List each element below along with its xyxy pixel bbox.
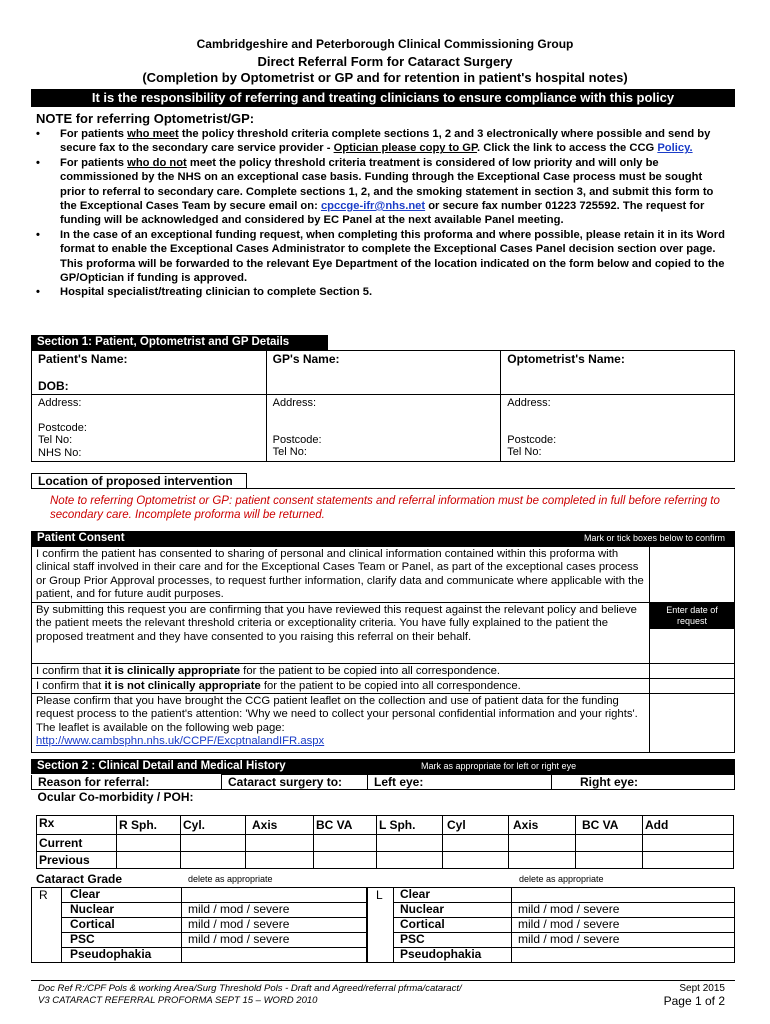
- request-date-field[interactable]: Enter date of request: [650, 603, 734, 663]
- grade-r-psc[interactable]: mild / mod / severe: [182, 933, 367, 948]
- consent-row-sharing: I confirm the patient has consented to sharing of personal and clinical information contained within this proforma with clinical staff involved in their care and for the Exceptional Cases Team or Panel, as part of the exceptional cases process or Group Prior Approval processes, to request further information, clarify data and communicate where applicable with the patient, and for future audit purposes.: [32, 547, 734, 603]
- gp-address-field[interactable]: Address: Postcode: Tel No:: [266, 395, 501, 462]
- rx-header-r-cyl: Cyl.: [181, 816, 246, 835]
- patient-name-field[interactable]: Patient's Name: DOB:: [32, 351, 267, 395]
- rx-cell[interactable]: [181, 852, 246, 869]
- bullet-icon: •: [36, 128, 40, 140]
- rx-cell[interactable]: [181, 835, 246, 852]
- grade-r-pseudophakia[interactable]: [182, 948, 367, 963]
- footer-doc-ref: Doc Ref R:/CPF Pols & working Area/Surg Threshold Pols - Draft and Agreed/referral pfrma/cataract/ V3 CATARACT REFERRAL PROFORMA SEPT 15 – WORD 2010: [38, 983, 462, 1006]
- rx-header-l-cyl: Cyl: [443, 816, 509, 835]
- form-subtitle: (Completion by Optometrist or GP and for retention in patient's hospital notes): [142, 70, 628, 85]
- bullet-icon: •: [36, 286, 40, 299]
- grade-r-clear[interactable]: [182, 888, 367, 903]
- grade-table-right: R Clear Nuclear mild / mod / severe Cortical mild / mod / severe PSC mild / mod / severe Pseudophakia: [31, 887, 367, 963]
- policy-link[interactable]: Policy.: [657, 142, 693, 155]
- grade-l-psc[interactable]: mild / mod / severe: [512, 933, 735, 948]
- section2-title-bar: Section 2 : Clinical Detail and Medical History Mark as appropriate for left or right eye: [31, 759, 735, 774]
- rx-cell[interactable]: [117, 852, 181, 869]
- rx-row-previous: Previous: [37, 852, 734, 869]
- cataract-grade-title: Cataract Grade: [36, 872, 123, 886]
- rx-row-current: Current: [37, 835, 734, 852]
- left-eye-label: L: [368, 888, 394, 963]
- grade-r-nuclear[interactable]: mild / mod / severe: [182, 903, 367, 918]
- rx-table: [36, 815, 734, 869]
- rx-cell[interactable]: [314, 835, 377, 852]
- dob-label: DOB:: [38, 379, 69, 393]
- rx-cell[interactable]: [509, 852, 576, 869]
- appropriate-checkbox[interactable]: [650, 664, 734, 678]
- rx-header-l-sph: L Sph.: [377, 816, 443, 835]
- leaflet-checkbox[interactable]: [650, 694, 734, 752]
- form-title: Direct Referral Form for Cataract Surgery: [257, 54, 513, 69]
- rx-cell[interactable]: [377, 852, 443, 869]
- responsibility-banner: It is the responsibility of referring and treating clinicians to ensure compliance with this policy: [31, 89, 735, 107]
- left-eye-field[interactable]: Left eye:: [368, 775, 552, 790]
- rx-header-l-axis: Axis: [509, 816, 576, 835]
- rx-cell[interactable]: [246, 852, 314, 869]
- intervention-location-label: Location of proposed intervention: [31, 473, 247, 489]
- rx-cell[interactable]: [314, 852, 377, 869]
- bullet-icon: •: [36, 228, 40, 241]
- ocular-comorbidity-field[interactable]: Ocular Co-morbidity / POH:: [32, 790, 735, 806]
- rx-header-r-sph: R Sph.: [117, 816, 181, 835]
- right-eye-field[interactable]: Right eye:: [552, 775, 735, 790]
- grade-hint-right: delete as appropriate: [188, 874, 273, 884]
- consent-row-review: By submitting this request you are confirming that you have reviewed this request against the relevant policy and believe the patient meets the relevant threshold criteria or exceptionality criteria. You have fully explained to the patient the proposed treatment and they have consented to you raising this referral on their behalf. Enter date of request: [32, 603, 734, 664]
- rx-cell[interactable]: [377, 835, 443, 852]
- grade-hint-left: delete as appropriate: [519, 874, 604, 884]
- grade-l-cortical[interactable]: mild / mod / severe: [512, 918, 735, 933]
- rx-cell[interactable]: [443, 852, 509, 869]
- consent-row-not-appropriate: I confirm that it is not clinically appropriate for the patient to be copied into all correspondence.: [32, 679, 734, 694]
- consent-row-appropriate: I confirm that it is clinically appropriate for the patient to be copied into all correspondence.: [32, 664, 734, 679]
- rx-cell[interactable]: [117, 835, 181, 852]
- rx-header-rx: Rx: [37, 816, 117, 835]
- intervention-location-field[interactable]: [247, 488, 735, 489]
- rx-cell[interactable]: [509, 835, 576, 852]
- section2-table: [31, 774, 735, 806]
- leaflet-link[interactable]: http://www.cambsphn.nhs.uk/CCPF/ExcptnalandIFR.aspx: [36, 734, 325, 747]
- rx-cell[interactable]: [443, 835, 509, 852]
- cataract-surgery-label: Cataract surgery to:: [222, 775, 368, 790]
- rx-cell[interactable]: [643, 852, 734, 869]
- rx-header-l-bcva: BC VA: [576, 816, 643, 835]
- patient-address-field[interactable]: Address: Postcode: Tel No: NHS No:: [32, 395, 267, 462]
- rx-cell[interactable]: [576, 835, 643, 852]
- grade-r-cortical[interactable]: mild / mod / severe: [182, 918, 367, 933]
- org-name: Cambridgeshire and Peterborough Clinical Commissioning Group: [196, 37, 574, 51]
- grade-table-left: L Clear Nuclear mild / mod / severe Cortical mild / mod / severe PSC mild / mod / severe Pseudophakia: [367, 887, 735, 963]
- note-bullet-4: • Hospital specialist/treating clinician to complete Section 5.: [36, 286, 373, 299]
- not-appropriate-checkbox[interactable]: [650, 679, 734, 693]
- note-bullet-3: • In the case of an exceptional funding request, when completing this proforma and where possible, please retain it in its Word format to enable the Exceptional Cases Administrator to complete the Exceptional Cases Panel decision section over page. This proforma will be forwarded to the relevant Eye Department of the location indicated on the form below and copied to the GP/Optician if funding is approved.: [36, 228, 725, 285]
- reason-field[interactable]: Reason for referral:: [32, 775, 222, 790]
- page-number: Page 1 of 2: [663, 994, 725, 1008]
- rx-cell[interactable]: [576, 852, 643, 869]
- note-bullet-1: • For patients who meet the policy threshold criteria complete sections 1, 2 and 3 electronically where possible and send by secure fax to the secondary care service provider - Optician please copy to GP. Click the link to access the CCG Policy.: [36, 128, 711, 155]
- referral-note: Note to referring Optometrist or GP: patient consent statements and referral information must be completed in full before referring to secondary care. Incomplete proforma will be returned.: [50, 495, 720, 521]
- rx-header-r-axis: Axis: [246, 816, 314, 835]
- right-eye-label: R: [32, 888, 62, 963]
- rx-header-r-bcva: BC VA: [314, 816, 377, 835]
- note-bullet-2: • For patients who do not meet the policy threshold criteria treatment is considered of low priority and will only be commissioned by the NHS on an exceptional case basis. Funding through the Exceptional Case process must be sought prior to referral to secondary care. Complete sections 1, 2, and the smoking statement in section 3, and submit this form to the Exceptional Cases Team by secure email on: cpccge-ifr@nhs.net or secure fax number 01223 725592. The request for funding will be acknowledged and considered by EC Panel at the next available Panel meeting.: [36, 156, 714, 227]
- rx-cell[interactable]: [643, 835, 734, 852]
- grade-l-pseudophakia[interactable]: [512, 948, 735, 963]
- footer-divider: [31, 980, 735, 981]
- section1-table: [31, 350, 735, 462]
- bullet-icon: •: [36, 156, 40, 169]
- section1-title: Section 1: Patient, Optometrist and GP Details: [31, 335, 328, 350]
- grade-l-nuclear[interactable]: mild / mod / severe: [512, 903, 735, 918]
- consent-row-leaflet: Please confirm that you have brought the CCG patient leaflet on the collection and use of patient data for the funding request process to the patient's attention: 'Why we need to collect your personal confidential information and your rights'. The leaflet is available on the following web page: http://www.cambsphn.nhs.uk/CCPF/ExcptnalandIFR.aspx: [32, 694, 734, 752]
- rx-header-add: Add: [643, 816, 734, 835]
- footer-page-info: Sept 2015 Page 1 of 2: [663, 983, 725, 1008]
- consent-box: [31, 546, 735, 753]
- rx-cell[interactable]: [246, 835, 314, 852]
- patient-consent: [31, 531, 735, 753]
- consent-title-bar: Patient Consent Mark or tick boxes below to confirm: [31, 531, 735, 546]
- note-bullets: [36, 127, 726, 300]
- optometrist-address-field[interactable]: Address: Postcode: Tel No:: [501, 395, 735, 462]
- ifr-email-link[interactable]: cpccge-ifr@nhs.net: [320, 200, 426, 213]
- grade-l-clear[interactable]: [512, 888, 735, 903]
- note-heading: NOTE for referring Optometrist/GP:: [36, 111, 255, 126]
- gp-name-field[interactable]: GP's Name:: [266, 351, 501, 395]
- optometrist-name-field[interactable]: Optometrist's Name:: [501, 351, 735, 395]
- consent-sharing-checkbox[interactable]: [650, 547, 734, 602]
